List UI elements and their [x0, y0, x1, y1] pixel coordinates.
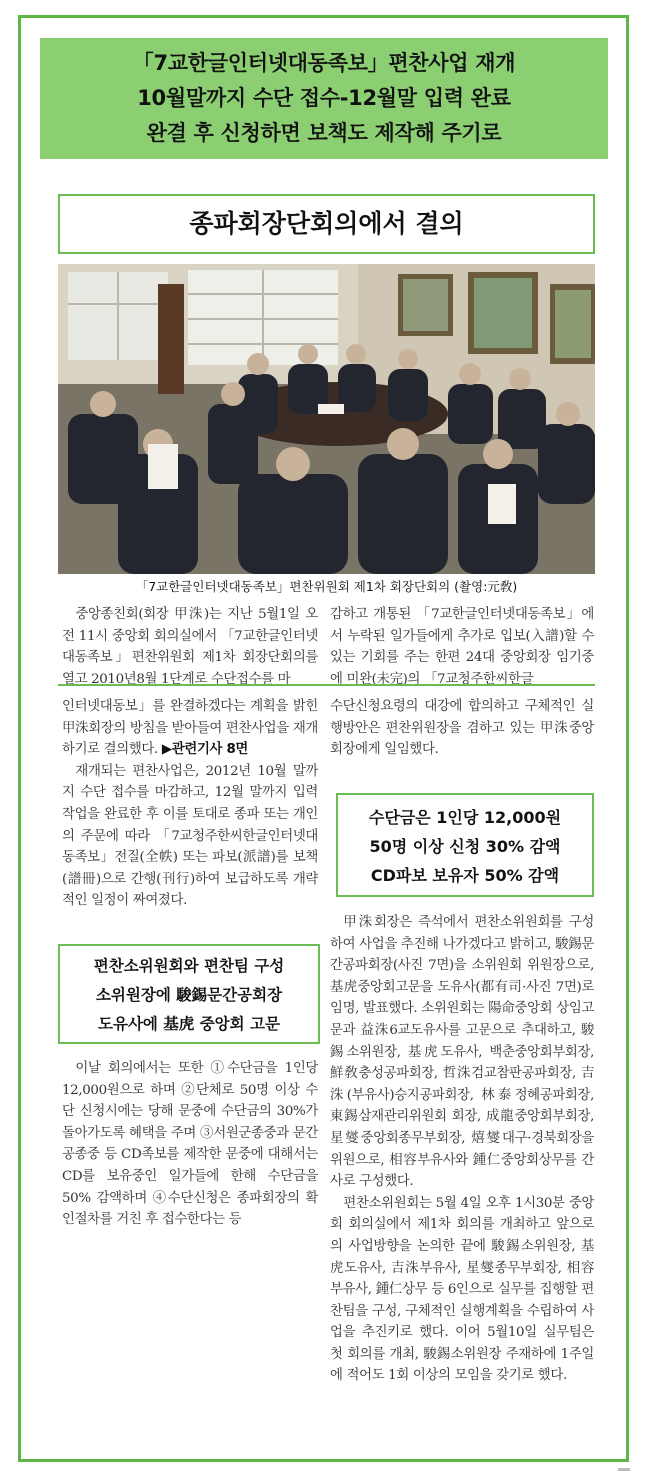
- headline-banner: [40, 38, 608, 159]
- article-column-3: [62, 696, 318, 912]
- article-text: 인터넷대동보」를 완결하겠다는 계획을 밝힌 甲洙회장의 방침을 받아들여 편찬사업을 재개하기로 결의했다.: [62, 699, 318, 758]
- article-paragraph: 재개되는 편찬사업은, 2012년 10월 말까지 수단 접수를 마감하고, 12월 말까지 입력작업을 완료한 후 이를 토대로 종파 또는 개인의 주문에 따라 「7교청주한씨한글인터넷대동족보」전질(全帙) 또는 파보(派譜)를 보책(譜冊)으로 간행(刊行)하여 보급하도록 개략적인 일정이 짜여졌다.: [62, 763, 318, 909]
- fee-summary-box: [336, 793, 594, 897]
- article-paragraph: 중앙종친회(회장 甲洙)는 지난 5월1일 오전 11시 중앙회 회의실에서 「7교한글인터넷대동족보」편찬위원회 제1차 회장단회의를 열고 2010년8월 1단계로 수단접수를 마: [62, 607, 318, 687]
- article-column-3b: [62, 1058, 318, 1231]
- team-box-line-1: 편찬소위원회와 편찬팀 구성: [93, 957, 285, 975]
- fee-box-line-1: 수단금은 1인당 12,000원: [368, 808, 562, 827]
- article-paragraph: 감하고 개통된 「7교한글인터넷대동족보」에서 누락된 일가들에게 추가로 입보(入譜)할 수 있는 기회를 주는 한편 24대 중앙회장 임기중에 미완(未完)의 「7교청주한씨한글: [330, 607, 594, 687]
- subheadline: 종파회장단회의에서 결의: [58, 194, 595, 254]
- article-column-4b: [330, 912, 594, 1387]
- article-paragraph: 甲洙회장은 즉석에서 편찬소위원회를 구성하여 사업을 추진해 나가겠다고 밝히고, 駿錫문간공파회장(사진 7면)을 소위원회 위원장으로, 基虎중앙회고문을 도유사(都有司·사진 7면)로 임명, 발표했다. 소위원회는 陽命중앙회 상임고문과 益洙6교도유사를 고문으로 추대하고, 駿錫소위원장, 基虎도유사, 백춘중앙회부회장, 鮮敎충성공파회장, 哲洙검교참판공파회장, 吉洙(부유사)승지공파회장, 林泰정혜공파회장, 東錫삼재관리위원회 회장, 成龍중앙회부회장, 星燮중앙회종무부회장, 熺燮대구·경북회장을 위원으로, 相容부유사와 鍾仁중앙회상무를 간사로 구성했다.: [330, 915, 594, 1190]
- article-paragraph: 수단신청요령의 대강에 합의하고 구체적인 실행방안은 편찬위원장을 겸하고 있는 甲洙중앙회장에게 일임했다.: [330, 699, 594, 758]
- article-column-1: [62, 604, 318, 690]
- headline-line-2: 10월말까지 수단 접수-12월말 입력 완료: [137, 86, 511, 110]
- fee-box-line-2: 50명 이상 신청 30% 감액: [369, 837, 561, 856]
- article-paragraph: 이날 회의에서는 또한 ①수단금을 1인당 12,000원으로 하며 ②단체로 50명 이상 수단 신청시에는 당해 문중에 수단금의 30%가 돌아가도록 혜택을 주며 ③서원군종중과 문간공종중 등 CD족보를 제작한 문중에 대해서는 CD를 보유중인 일가들에 한해 수단금을 50% 감액하며 ④수단신청은 종파회장의 확인절차를 거친 후 접수한다는 등: [62, 1061, 318, 1228]
- article-column-2: [330, 604, 594, 690]
- article-paragraph: 편찬소위원회는 5월 4일 오후 1시30분 중앙회 회의실에서 제1차 회의를 개최하고 앞으로의 사업방향을 논의한 끝에 駿錫소위원장, 基虎도유사, 吉洙부유사, 星燮종무부회장, 相容부유사, 鍾仁상무 등 6인으로 실무를 집행할 편찬팀을 구성, 구체적인 실행계획을 수립하여 사업을 추진키로 했다. 이어 5월10일 실무팀은 첫 회의를 개최, 駿錫소위원장 주재하에 1주일에 적어도 1회 이상의 모임을 갖기로 했다.: [330, 1195, 594, 1384]
- headline-line-3: 완결 후 신청하면 보책도 제작해 주기로: [146, 121, 502, 145]
- team-summary-box: [58, 944, 320, 1044]
- meeting-photo: [58, 264, 595, 574]
- section-divider: [58, 684, 595, 686]
- photo-caption: 「7교한글인터넷대동족보」편찬위원회 제1차 회장단회의 (촬영:元敎): [135, 579, 518, 594]
- corner-mark: [618, 1468, 630, 1471]
- related-article-link[interactable]: ▶관련기사 8면: [161, 742, 248, 758]
- article-column-4: [330, 696, 594, 761]
- fee-box-line-3: CD파보 보유자 50% 감액: [370, 866, 560, 885]
- team-box-line-3: 도유사에 基虎 중앙회 고문: [98, 1015, 280, 1033]
- team-box-line-2: 소위원장에 駿錫문간공회장: [95, 986, 283, 1004]
- article-paragraph: [62, 696, 318, 761]
- headline-line-1: 「7교한글인터넷대동족보」편찬사업 재개: [132, 51, 516, 75]
